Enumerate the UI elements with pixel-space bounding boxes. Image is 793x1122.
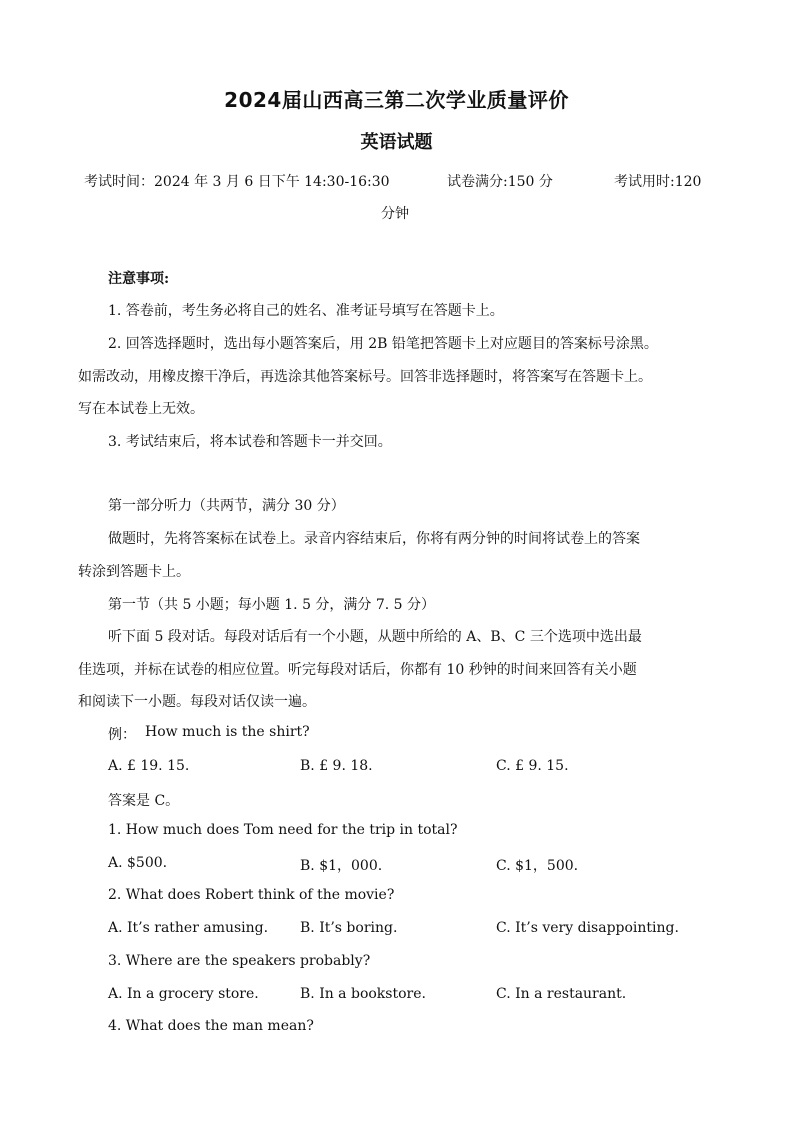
question-1: 1. How much does Tom need for the trip in total? <box>108 822 458 838</box>
section1-line-2: 佳选项，并标在试卷的相应位置。听完每段对话后，你都有 10 秒钟的时间来回答有关小题 <box>78 662 637 678</box>
question-3: 3. Where are the speakers probably? <box>108 953 371 969</box>
question-4: 4. What does the man mean? <box>108 1018 314 1034</box>
question-1-option-a: A. $500. <box>108 855 168 871</box>
part1-intro-line-1: 做题时，先将答案标在试卷上。录音内容结束后，你将有两分钟的时间将试卷上的答案 <box>108 531 640 547</box>
example-label: 例： <box>108 727 136 743</box>
notice-item-2-line-1: 2. 回答选择题时，选出每小题答案后，用 2B 铅笔把答题卡上对应题目的答案标号涂黑。 <box>108 336 658 352</box>
notice-item-2-line-3: 写在本试卷上无效。 <box>78 401 204 417</box>
part1-heading: 第一部分听力（共两节，满分 30 分） <box>108 498 345 514</box>
question-1-option-c: C. $1，500. <box>496 858 579 874</box>
question-2: 2. What does Robert think of the movie? <box>108 887 395 903</box>
example-option-c: C. £ 9. 15. <box>496 758 569 774</box>
question-2-option-b: B. It’s boring. <box>300 920 398 936</box>
question-2-option-c: C. It’s very disappointing. <box>496 920 679 936</box>
section1-line-1: 听下面 5 段对话。每段对话后有一个小题，从题中所给的 A、B、C 三个选项中选出最 <box>108 629 642 645</box>
question-3-option-c: C. In a restaurant. <box>496 986 627 1002</box>
notice-heading: 注意事项: <box>108 271 170 287</box>
example-answer: 答案是 C。 <box>108 793 180 809</box>
exam-time: 考试时间：2024 年 3 月 6 日下午 14:30-16:30 <box>84 174 390 190</box>
notice-item-1: 1. 答卷前，考生务必将自己的姓名、准考证号填写在答题卡上。 <box>108 303 504 319</box>
section1-heading: 第一节（共 5 小题；每小题 1. 5 分，满分 7. 5 分） <box>108 597 436 613</box>
section1-line-3: 和阅读下一小题。每段对话仅读一遍。 <box>78 694 316 710</box>
page-title: 2024届山西高三第二次学业质量评价 <box>224 88 569 112</box>
notice-item-2-line-2: 如需改动，用橡皮擦干净后，再选涂其他答案标号。回答非选择题时，将答案写在答题卡上。 <box>78 369 652 385</box>
question-3-option-a: A. In a grocery store. <box>108 986 259 1002</box>
example-question: How much is the shirt? <box>145 724 310 740</box>
question-2-option-a: A. It’s rather amusing. <box>108 920 269 936</box>
part1-intro-line-2: 转涂到答题卡上。 <box>78 564 190 580</box>
example-option-a: A. £ 19. 15. <box>108 758 190 774</box>
example-option-b: B. £ 9. 18. <box>300 758 373 774</box>
exam-duration: 考试用时:120 <box>614 174 702 190</box>
full-score: 试卷满分:150 分 <box>447 174 553 190</box>
question-3-option-b: B. In a bookstore. <box>300 986 426 1002</box>
page-subtitle: 英语试题 <box>360 132 433 153</box>
notice-item-3: 3. 考试结束后，将本试卷和答题卡一并交回。 <box>108 434 392 450</box>
question-1-option-b: B. $1，000. <box>300 858 383 874</box>
exam-duration-unit: 分钟 <box>381 206 409 222</box>
